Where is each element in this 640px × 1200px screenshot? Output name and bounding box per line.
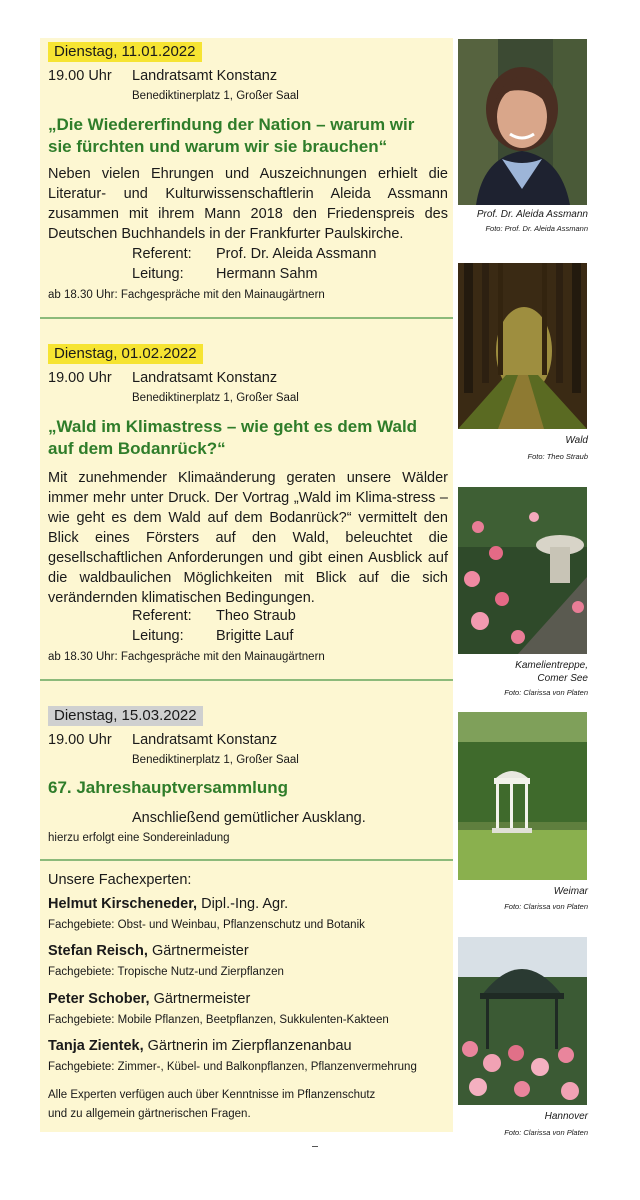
expert-role: Dipl.-Ing. Agr. xyxy=(197,896,289,912)
expert-name-line xyxy=(48,894,288,914)
event-date: Dienstag, 01.02.2022 xyxy=(48,344,203,364)
event-title-line: sie fürchten und warum wir sie brauchen“ xyxy=(48,137,388,156)
expert-role: Gärtnermeister xyxy=(149,991,251,1007)
expert-fields: Fachgebiete: Tropische Nutz-und Zierpflanzen xyxy=(48,966,284,978)
referent-label: Referent: xyxy=(132,246,192,262)
photo-caption: Kamelientreppe, xyxy=(515,660,588,671)
divider xyxy=(40,679,453,681)
event-time: 19.00 Uhr xyxy=(48,370,112,386)
event-address: Benediktinerplatz 1, Großer Saal xyxy=(132,754,299,766)
event-title-line: „Wald im Klimastress – wie geht es dem Wald xyxy=(48,417,418,436)
event-time: 19.00 Uhr xyxy=(48,68,112,84)
expert-name: Peter Schober, xyxy=(48,991,150,1007)
leitung-label: Leitung: xyxy=(132,628,184,644)
expert-name: Stefan Reisch, xyxy=(48,943,148,959)
photo-caption: Weimar xyxy=(553,886,588,897)
photo-caption: Hannover xyxy=(544,1111,588,1122)
program-column xyxy=(40,38,453,1132)
weimar-photo xyxy=(458,712,587,880)
event-date: Dienstag, 15.03.2022 xyxy=(48,706,203,726)
event-address: Benediktinerplatz 1, Großer Saal xyxy=(132,90,299,102)
photo-credit: Foto: Theo Straub xyxy=(527,452,588,461)
expert-role: Gärtnermeister xyxy=(147,943,249,959)
expert-name-line xyxy=(48,1036,352,1056)
hannover-photo xyxy=(458,937,587,1105)
experts-footer: Alle Experten verfügen auch über Kenntnisse im Pflanzenschutz xyxy=(48,1089,376,1101)
event-title-line: auf dem Bodanrück?“ xyxy=(48,439,226,458)
expert-name-line xyxy=(48,989,250,1009)
photo-caption: Wald xyxy=(565,435,588,446)
leitung-name: Hermann Sahm xyxy=(216,266,318,282)
portrait-image xyxy=(458,39,587,205)
portrait-photo xyxy=(458,39,587,205)
camellia-photo xyxy=(458,487,587,654)
forest-image xyxy=(458,263,587,429)
event-venue: Landratsamt Konstanz xyxy=(132,68,278,84)
divider xyxy=(40,317,453,319)
event-venue: Landratsamt Konstanz xyxy=(132,732,278,748)
expert-fields: Fachgebiete: Mobile Pflanzen, Beetpflanzen, Sukkulenten-Kakteen xyxy=(48,1014,389,1026)
event-description: Mit zunehmender Klimaänderung geraten unsere Wälder immer mehr unter Druck. Der Vortrag „Wald im Klima-stress – wie geht es dem Wald auf dem Bodanrück?“ vermittelt den Blick eines Försters auf den Wald, beleuchtet die gesellschaftlichen Anforderungen und gibt einen Ausblick auf die waldbaulichen Möglichkeiten mit Blick auf die sich verändernden klimatischen Bedingungen. xyxy=(48,470,448,606)
referent-label: Referent: xyxy=(132,608,192,624)
expert-name: Tanja Zientek, xyxy=(48,1038,144,1054)
divider xyxy=(40,859,453,861)
event-extra: ab 18.30 Uhr: Fachgespräche mit den Mainaugärtnern xyxy=(48,289,325,301)
photo-credit: Foto: Prof. Dr. Aleida Assmann xyxy=(485,224,588,233)
photo-caption: Comer See xyxy=(537,673,588,684)
event-title: 67. Jahreshauptversammlung xyxy=(48,778,288,797)
event-date: Dienstag, 11.01.2022 xyxy=(48,42,202,62)
event-description: Neben vielen Ehrungen und Auszeichnungen erhielt die Literatur- und Kulturwissenschaftlerin Aleida Assmann zusammen mit ihrem Mann 2018 den Friedenspreis des Deutschen Buchhandels in der Frankfurter Paulskirche. xyxy=(48,166,448,242)
photo-credit: Foto: Clarissa von Platen xyxy=(504,688,588,697)
event-time: 19.00 Uhr xyxy=(48,732,112,748)
forest-photo xyxy=(458,263,587,429)
weimar-image xyxy=(458,712,587,880)
expert-name-line xyxy=(48,941,249,961)
expert-fields: Fachgebiete: Zimmer-, Kübel- und Balkonpflanzen, Pflanzenvermehrung xyxy=(48,1061,417,1073)
expert-role: Gärtnerin im Zierpflanzenanbau xyxy=(143,1038,352,1054)
event-title-line: „Die Wiedererfindung der Nation – warum wir xyxy=(48,115,415,134)
event-address: Benediktinerplatz 1, Großer Saal xyxy=(132,392,299,404)
event-extra: ab 18.30 Uhr: Fachgespräche mit den Mainaugärtnern xyxy=(48,651,325,663)
event-note: Anschließend gemütlicher Ausklang. xyxy=(132,810,366,826)
expert-fields: Fachgebiete: Obst- und Weinbau, Pflanzenschutz und Botanik xyxy=(48,919,365,931)
referent-name: Theo Straub xyxy=(216,608,296,624)
experts-footer: und zu allgemein gärtnerischen Fragen. xyxy=(48,1108,251,1120)
hannover-image xyxy=(458,937,587,1105)
photo-credit: Foto: Clarissa von Platen xyxy=(504,902,588,911)
leitung-name: Brigitte Lauf xyxy=(216,628,294,644)
page-mark xyxy=(312,1146,318,1147)
event-title xyxy=(48,416,448,460)
photo-caption: Prof. Dr. Aleida Assmann xyxy=(476,209,588,220)
experts-heading: Unsere Fachexperten: xyxy=(48,872,192,888)
camellia-image xyxy=(458,487,587,654)
photo-credit: Foto: Clarissa von Platen xyxy=(504,1128,588,1137)
leitung-label: Leitung: xyxy=(132,266,184,282)
event-extra: hierzu erfolgt eine Sondereinladung xyxy=(48,832,230,844)
expert-name: Helmut Kirscheneder, xyxy=(48,896,198,912)
referent-name: Prof. Dr. Aleida Assmann xyxy=(216,246,377,262)
event-title xyxy=(48,114,448,158)
event-venue: Landratsamt Konstanz xyxy=(132,370,278,386)
